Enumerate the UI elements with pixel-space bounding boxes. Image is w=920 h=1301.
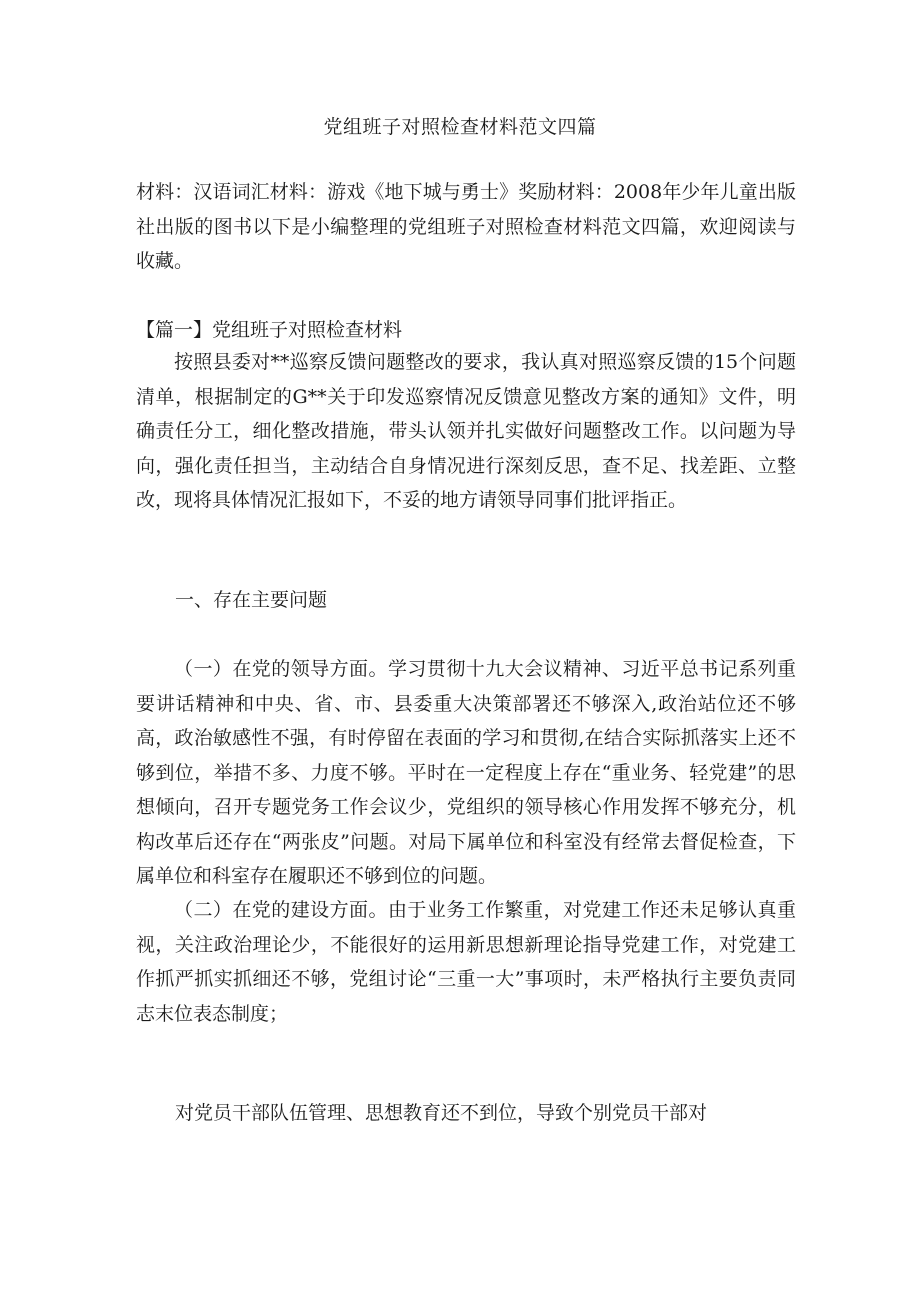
body-paragraph-4: 对党员干部队伍管理、思想教育还不到位，导致个别党员干部对	[175, 1102, 708, 1124]
body-paragraph-1: 按照县委对**巡察反馈问题整改的要求，我认真对照巡察反馈的15个问题清单，根据制定的G**关于印发巡察情况反馈意见整改方案的通知》文件，明确责任分工，细化整改措施，带头认领并扎实做好问题整改工作。以问题为导向，强化责任担当，主动结合自身情况进行深刻反思，查不足、找差距、立整改，现将具体情况汇报如下，不妥的地方请领导同事们批评指正。	[136, 351, 796, 511]
section-heading: 【篇一】党组班子对照检查材料	[136, 319, 403, 341]
body-paragraph-3: （二）在党的建设方面。由于业务工作繁重，对党建工作还未足够认真重视，关注政治理论少，不能很好的运用新思想新理论指导党建工作，对党建工作抓严抓实抓细还不够，党组讨论“三重一大”事项时，未严格执行主要负责同志末位表态制度；	[136, 899, 796, 1025]
heading-main-problems: 一、存在主要问题	[175, 589, 328, 611]
document-title: 党组班子对照检查材料范文四篇	[323, 116, 597, 138]
intro-paragraph: 材料：汉语词汇材料：游戏《地下城与勇士》奖励材料：2008年少年儿童出版社出版的图书以下是小编整理的党组班子对照检查材料范文四篇，欢迎阅读与收藏。	[136, 181, 796, 272]
body-paragraph-2: （一）在党的领导方面。学习贯彻十九大会议精神、习近平总书记系列重要讲话精神和中央、省、市、县委重大决策部署还不够深入,政治站位还不够高，政治敏感性不强，有时停留在表面的学习和贯彻,在结合实际抓落实上还不够到位，举措不多、力度不够。平时在一定程度上存在“重业务、轻党建”的思想倾向，召开专题党务工作会议少，党组织的领导核心作用发挥不够充分，机构改革后还存在“两张皮”问题。对局下属单位和科室没有经常去督促检查，下属单位和科室存在履职还不够到位的问题。	[136, 658, 796, 887]
